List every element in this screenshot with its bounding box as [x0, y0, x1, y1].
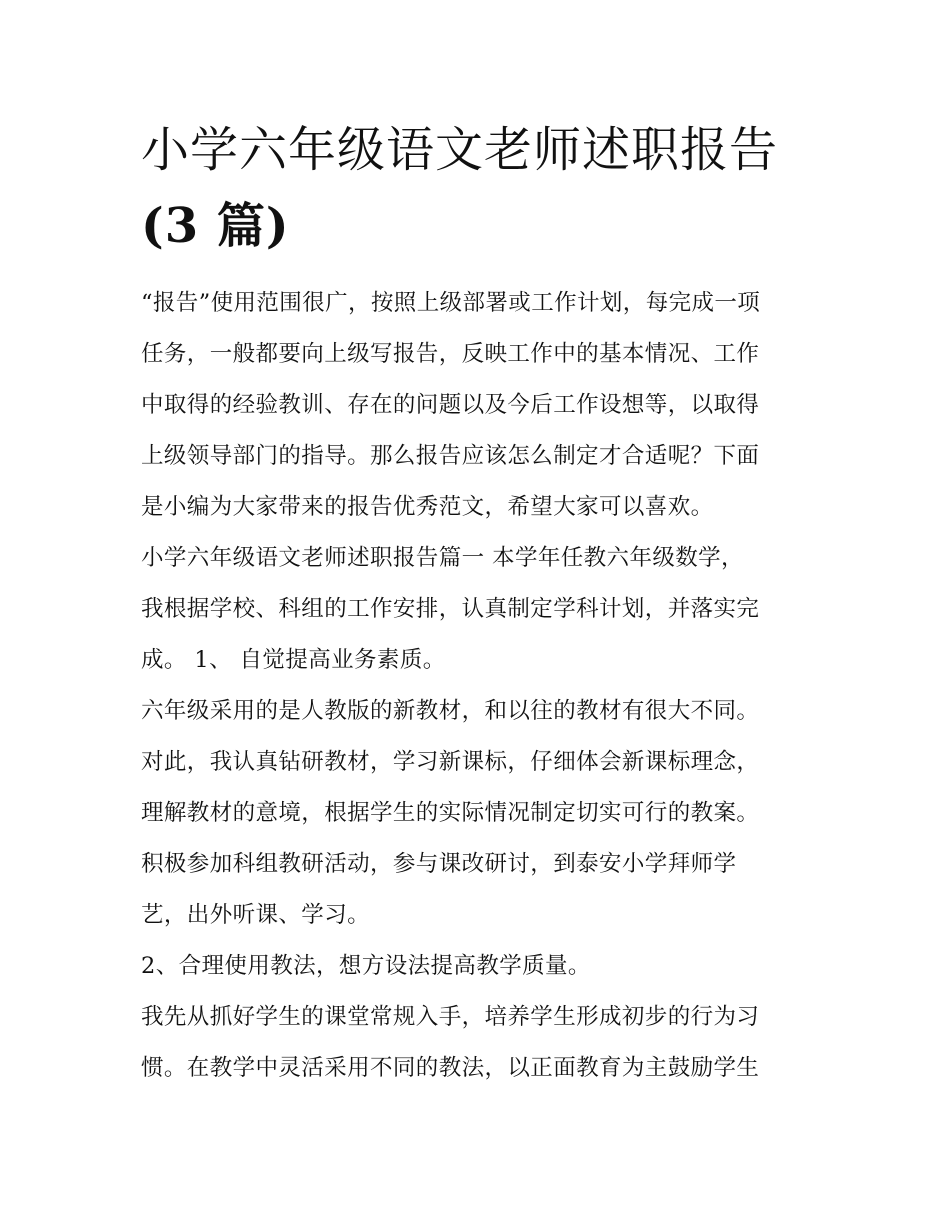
body-line: 六年级采用的是人教版的新教材，和以往的教材有很大不同。: [141, 698, 760, 724]
body-line: “报告”使用范围很广，按照上级部署或工作计划，每完成一项: [141, 290, 761, 316]
body-line: 艺，出外听课、学习。: [141, 902, 371, 928]
title-line: (3 篇): [141, 198, 290, 254]
document-body: [141, 278, 821, 1094]
body-line: 我先从抓好学生的课堂常规入手，培养学生形成初步的行为习: [141, 1004, 760, 1030]
body-line: 是小编为大家带来的报告优秀范文，希望大家可以喜欢。: [141, 494, 714, 520]
body-line: 中取得的经验教训、存在的问题以及今后工作设想等，以取得: [141, 392, 760, 418]
title-line: 小学六年级语文老师述职报告: [141, 122, 779, 178]
document-content: [141, 112, 821, 1094]
body-line: 上级领导部门的指导。那么报告应该怎么制定才合适呢？下面: [141, 443, 760, 469]
body-line: 成。 1、 自觉提高业务素质。: [141, 647, 446, 673]
body-line: 惯。在教学中灵活采用不同的教法，以正面教育为主鼓励学生: [141, 1055, 760, 1081]
body-line: 2、合理使用教法，想方设法提高教学质量。: [141, 953, 591, 979]
body-line: 积极参加科组教研活动，参与课改研讨，到泰安小学拜师学: [141, 851, 737, 877]
body-line: 理解教材的意境，根据学生的实际情况制定切实可行的教案。: [141, 800, 760, 826]
body-line: 任务，一般都要向上级写报告，反映工作中的基本情况、工作: [141, 341, 760, 367]
body-line: 对此，我认真钻研教材，学习新课标，仔细体会新课标理念，: [141, 749, 760, 775]
document-title: [141, 112, 821, 264]
body-line: 小学六年级语文老师述职报告篇一 本学年任教六年级数学，: [141, 545, 744, 571]
body-line: 我根据学校、科组的工作安排，认真制定学科计划，并落实完: [141, 596, 760, 622]
